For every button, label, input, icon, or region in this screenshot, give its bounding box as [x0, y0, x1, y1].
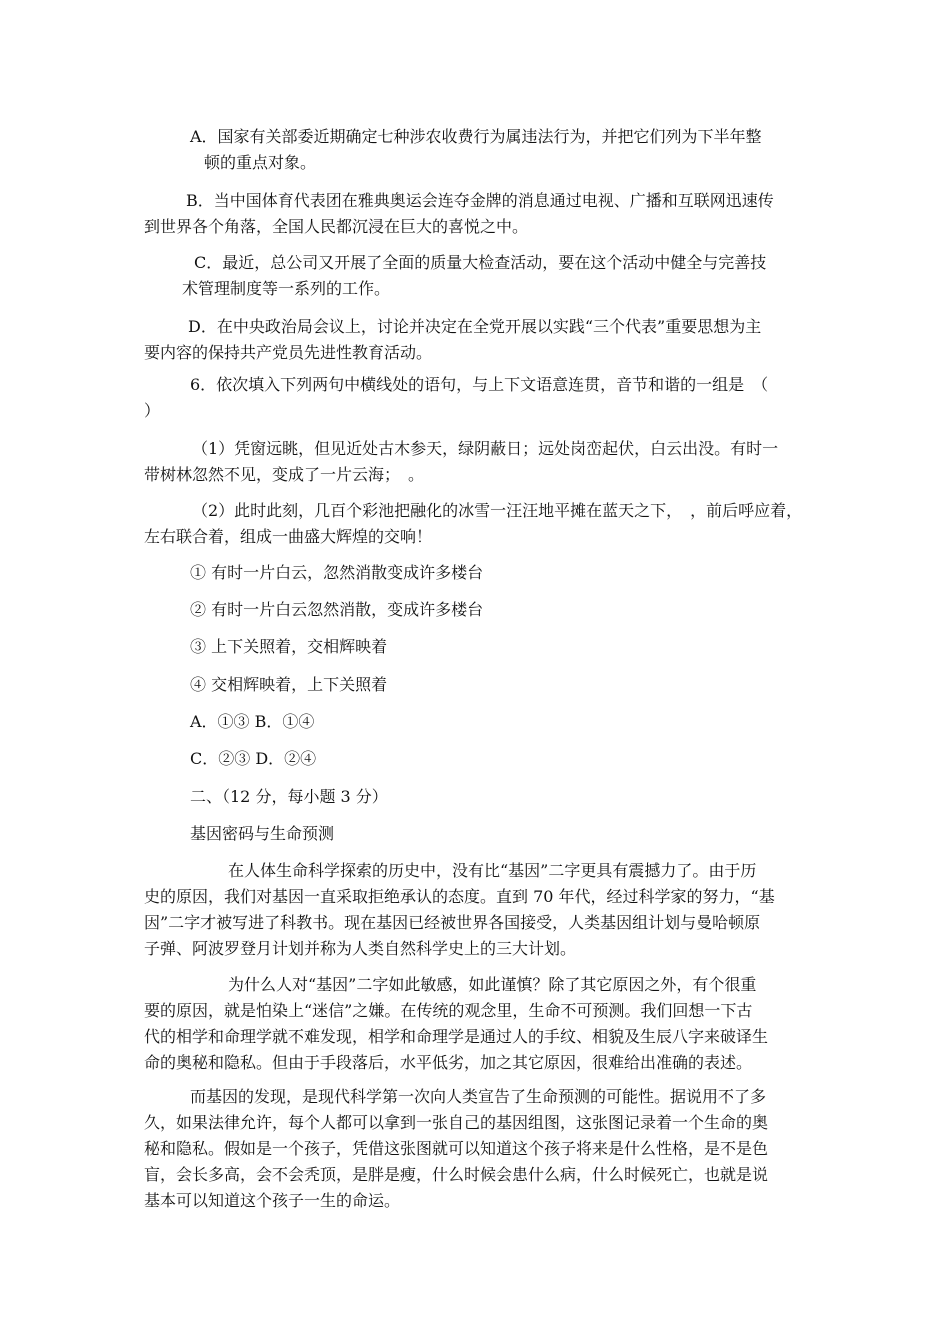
text-line: 为什么人对“基因”二字如此敏感，如此谨慎？除了其它原因之外，有个很重 — [228, 975, 757, 994]
text-line: D．在中央政治局会议上，讨论并决定在全党开展以实践“三个代表”重要思想为主 — [188, 317, 762, 336]
text-line: 顿的重点对象。 — [204, 153, 317, 172]
text-line: 因”二字才被写进了科教书。现在基因已经被世界各国接受，人类基因组计划与曼哈顿原 — [144, 913, 761, 932]
text-line: A．国家有关部委近期确定七种涉农收费行为属违法行为，并把它们列为下半年整 — [190, 127, 762, 146]
q6-option-3: ③ 上下关照着，交相辉映着 — [190, 637, 388, 656]
q5-option-a — [190, 124, 762, 176]
text-line: 久，如果法律允许，每个人都可以拿到一张自己的基因组图，这张图记录着一个生命的奥 — [144, 1113, 769, 1132]
passage-paragraph-2 — [144, 972, 768, 1076]
text-line: 6．依次填入下列两句中横线处的语句，与上下文语意连贯，音节和谐的一组是 （ — [190, 375, 769, 394]
text-line: （2）此时此刻，几百个彩池把融化的冰雪一汪汪地平摊在蓝天之下， ，前后呼应着， — [192, 501, 803, 520]
text-line: 带树林忽然不见，变成了一片云海； 。 — [144, 465, 425, 484]
q5-option-c — [182, 250, 766, 302]
text-line: 子弹、阿波罗登月计划并称为人类自然科学史上的三大计划。 — [144, 939, 577, 958]
q6-choices-cd: C．②③ D．②④ — [190, 749, 317, 768]
text-line: 史的原因，我们对基因一直采取拒绝承认的态度。直到 70 年代，经过科学家的努力，“基 — [144, 887, 775, 906]
text-line: 术管理制度等一系列的工作。 — [182, 279, 391, 298]
text-line: 到世界各个角落，全国人民都沉浸在巨大的喜悦之中。 — [144, 217, 529, 236]
text-line: 要的原因，就是怕染上“迷信”之嫌。在传统的观念里，生命不可预测。我们回想一下古 — [144, 1001, 753, 1020]
q6-option-2: ② 有时一片白云忽然消散，变成许多楼台 — [190, 600, 484, 619]
text-line: 而基因的发现，是现代科学第一次向人类宣告了生命预测的可能性。据说用不了多 — [190, 1087, 767, 1106]
text-line: 盲，会长多高，会不会秃顶，是胖是瘦，什么时候会患什么病，什么时候死亡，也就是说 — [144, 1165, 769, 1184]
q6-sentence-1 — [144, 436, 778, 488]
text-line: 命的奥秘和隐私。但由于手段落后，水平低劣，加之其它原因，很难给出准确的表述。 — [144, 1053, 753, 1072]
section-heading: 二、（12 分，每小题 3 分） — [190, 787, 388, 806]
text-line: 秘和隐私。假如是一个孩子，凭借这张图就可以知道这个孩子将来是什么性格，是不是色 — [144, 1139, 769, 1158]
passage-title: 基因密码与生命预测 — [190, 824, 335, 843]
text-line: 在人体生命科学探索的历史中，没有比“基因”二字更具有震撼力了。由于历 — [228, 861, 757, 880]
text-line: 左右联合着，组成一曲盛大辉煌的交响！ — [144, 527, 433, 546]
passage-paragraph-1 — [144, 858, 775, 962]
q6-choices-ab: A．①③ B．①④ — [190, 712, 315, 731]
q6-sentence-2 — [144, 498, 802, 550]
text-line: 基本可以知道这个孩子一生的命运。 — [144, 1191, 401, 1210]
text-line: 代的相学和命理学就不难发现，相学和命理学是通过人的手纹、相貌及生辰八字来破译生 — [144, 1027, 769, 1046]
text-line: 要内容的保持共产党员先进性教育活动。 — [144, 343, 433, 362]
text-line: C．最近，总公司又开展了全面的质量大检查活动，要在这个活动中健全与完善技 — [194, 253, 767, 272]
text-line: ） — [144, 401, 161, 420]
q6-stem — [144, 372, 768, 424]
q6-option-1: ① 有时一片白云，忽然消散变成许多楼台 — [190, 563, 484, 582]
q5-option-b — [144, 188, 774, 240]
q6-option-4: ④ 交相辉映着，上下关照着 — [190, 675, 388, 694]
q5-option-d — [144, 314, 761, 366]
passage-paragraph-3 — [144, 1084, 768, 1214]
text-line: B．当中国体育代表团在雅典奥运会连夺金牌的消息通过电视、广播和互联网迅速传 — [186, 191, 774, 210]
text-line: （1）凭窗远眺，但见近处古木参天，绿阴蔽日；远处岗峦起伏，白云出没。有时一 — [192, 439, 779, 458]
